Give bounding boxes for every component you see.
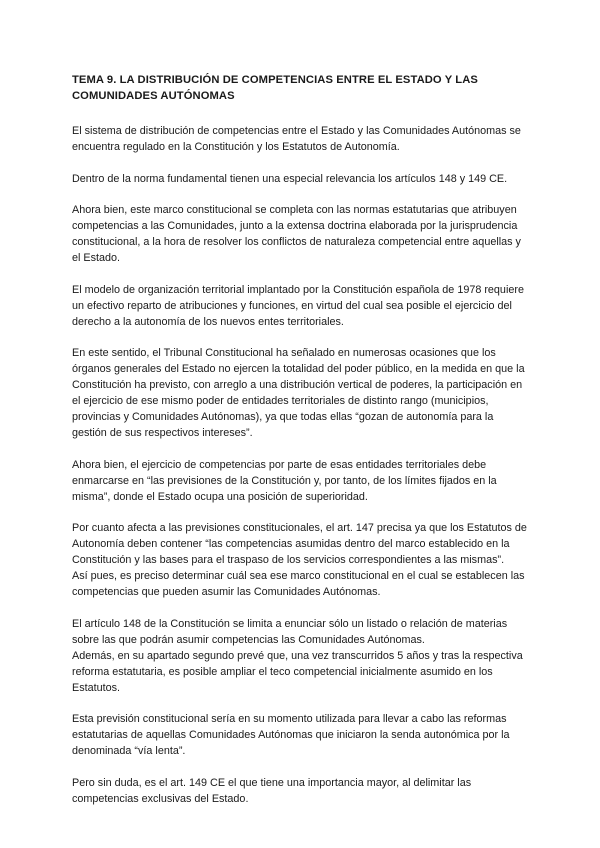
paragraph-5: En este sentido, el Tribunal Constitucional ha señalado en numerosas ocasiones que los órganos generales del Estado no ejercen la totalidad del poder público, en la medida en que la Constitución ha previsto, con arreglo a una distribución vertical de poderes, la participación en el ejercicio de ese mismo poder de entidades territoriales de distinto rango (municipios, provincias y Comunidades Autónomas), ya que todas ellas “gozan de autonomía para la gestión de sus respectivos intereses”. <box>72 347 525 439</box>
paragraph-group-art-148 <box>72 616 530 696</box>
paragraph-8: Así pues, es preciso determinar cuál sea ese marco constitucional en el cual se establecen las competencias que pueden asumir las Comunidades Autónomas. <box>72 570 525 598</box>
paragraph-10: Además, en su apartado segundo prevé que, una vez transcurridos 5 años y tras la respectiva reforma estatutaria, es posible ampliar el teco competencial inicialmente asumido en los Estatutos. <box>72 649 523 694</box>
paragraph-2: Dentro de la norma fundamental tienen una especial relevancia los artículos 148 y 149 CE. <box>72 172 508 185</box>
paragraph-3: Ahora bien, este marco constitucional se completa con las normas estatutarias que atribuyen competencias a las Comunidades, junto a la extensa doctrina elaborada por la jurisprudencia constitucional, a la hora de resolver los conflictos de naturaleza competencial entre aquellas y el Estado. <box>72 204 521 264</box>
paragraph-group-art-147 <box>72 520 530 600</box>
paragraph-9: El artículo 148 de la Constitución se limita a enunciar sólo un listado o relación de materias sobre las que podrán asumir competencias las Comunidades Autónomas. <box>72 617 508 646</box>
paragraph-4: El modelo de organización territorial implantado por la Constitución española de 1978 requiere un efectivo reparto de atribuciones y funciones, en virtud del cual sea posible el ejercicio del derecho a la autonomía de los nuevos entes territoriales. <box>72 283 524 328</box>
paragraph-1: El sistema de distribución de competencias entre el Estado y las Comunidades Autónomas se encuentra regulado en la Constitución y los Estatutos de Autonomía. <box>72 125 521 153</box>
paragraph-7: Por cuanto afecta a las previsiones constitucionales, el art. 147 precisa ya que los Estatutos de Autonomía deben contener “las competencias asumidas dentro del marco establecido en la Constitución y las bases para el traspaso de los servicios correspondientes a las mismas”. <box>72 522 527 566</box>
paragraph-12: Pero sin duda, es el art. 149 CE el que tiene una importancia mayor, al delimitar las competencias exclusivas del Estado. <box>72 776 472 805</box>
paragraph-6: Ahora bien, el ejercicio de competencias por parte de esas entidades territoriales debe enmarcarse en “las previsiones de la Constitución y, por tanto, de los límites fijados en la misma”, donde el Estado ocupa una posición de superioridad. <box>72 458 497 503</box>
document-title: TEMA 9. LA DISTRIBUCIÓN DE COMPETENCIAS ENTRE EL ESTADO Y LAS COMUNIDADES AUTÓNOMAS <box>72 74 478 102</box>
paragraph-11: Esta previsión constitucional sería en su momento utilizada para llevar a cabo las reformas estatutarias de aquellas Comunidades Autónomas que iniciaron la senda autonómica por la denominada “vía lenta”. <box>72 713 510 757</box>
